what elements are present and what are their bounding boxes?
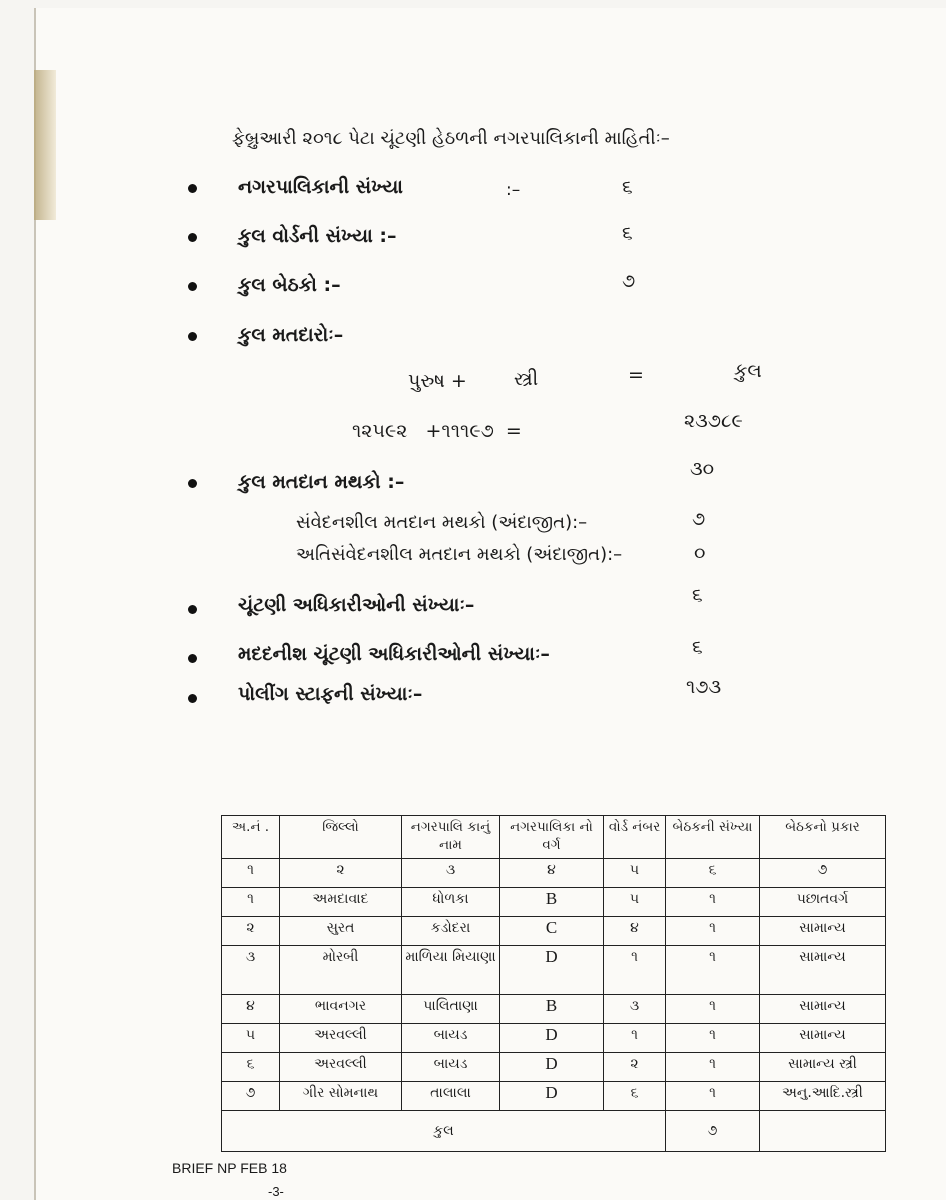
table-cell: ૩ [222,946,280,995]
bullet-icon [188,654,197,663]
table-cell: સામાન્ય [760,995,886,1024]
bullet-icon [188,479,197,488]
voter-female-label: સ્ત્રી [514,368,539,390]
table-cell: ૬ [222,1053,280,1082]
table-cell: D [500,1082,604,1111]
seat-details-table [221,815,886,1152]
table-cell: ૧ [666,946,760,995]
voter-count-label: કુલ મતદારોઃ– [238,324,344,346]
header-municipality-name: નગરપાલિ કાનું નામ [402,816,500,859]
table-cell: ૫ [222,1024,280,1053]
table-cell: ૧ [666,917,760,946]
bullet-icon [188,233,197,242]
table-row [222,1053,886,1082]
polling-booth-count-label: કુલ મતદાન મથકો :– [238,471,405,493]
table-cell: ૭ [760,859,886,888]
polling-staff-count-label: પોલીંગ સ્ટાફની સંખ્યાઃ– [238,683,423,705]
table-cell: અમદાવાદ [280,888,402,917]
table-cell: ૪ [604,917,666,946]
table-cell: B [500,888,604,917]
table-cell: મોરબી [280,946,402,995]
bullet-icon [188,282,197,291]
seat-count-label: કુલ બેઠકો :– [238,274,341,296]
voter-equals-sign: = [628,364,644,386]
table-row [222,946,886,995]
table-cell: સુરત [280,917,402,946]
table-cell: ૪ [222,995,280,1024]
table-cell: ૧ [666,1082,760,1111]
table-cell: ૧ [666,888,760,917]
table-cell: માળિયા મિયાણા [402,946,500,995]
table-cell: સામાન્ય [760,917,886,946]
header-serial: અ.નં . [222,816,280,859]
voter-male-label: પુરુષ + [408,370,467,392]
table-cell: પછાતવર્ગ [760,888,886,917]
header-district: જિલ્લો [280,816,402,859]
table-row [222,917,886,946]
bullet-icon [188,694,197,703]
hyper-sensitive-booth-value: ૦ [694,542,706,564]
table-cell: બાયડ [402,1024,500,1053]
seat-count-value: ૭ [622,270,636,292]
table-cell: અરવલ્લી [280,1053,402,1082]
table-cell: કડોદરા [402,917,500,946]
table-cell: D [500,946,604,995]
header-ward-number: વોર્ડ નંબર [604,816,666,859]
table-cell: ૧ [604,946,666,995]
table-row [222,888,886,917]
municipality-count-value: ૬ [622,176,633,198]
table-cell: ૧ [222,859,280,888]
table-cell: ૬ [666,859,760,888]
table-cell: ૫ [604,888,666,917]
table-cell: અનુ.આદિ.સ્ત્રી [760,1082,886,1111]
assistant-officer-count-label: મદદનીશ ચૂંટણી અધિકારીઓની સંખ્યાઃ– [238,643,550,665]
header-seat-type: બેઠકનો પ્રકાર [760,816,886,859]
table-cell: ૨ [222,917,280,946]
table-row [222,1024,886,1053]
municipality-count-separator: :– [506,180,521,200]
election-officer-count-label: ચૂંટણી અધિકારીઓની સંખ્યાઃ– [238,594,475,616]
voter-numbers: ૧૨૫૯૨ +૧૧૧૯૭ = [352,420,522,442]
table-cell: ૩ [402,859,500,888]
table-cell: ૨ [604,1053,666,1082]
table-cell: D [500,1024,604,1053]
table-header-row [222,816,886,859]
table-cell: C [500,917,604,946]
ward-count-value: ૬ [622,222,633,244]
page-number: -3- [268,1184,284,1199]
election-officer-count-value: ૬ [692,584,703,606]
page-corner-fold [34,70,56,220]
table-cell: B [500,995,604,1024]
table-cell: સામાન્ય [760,946,886,995]
header-seat-count: બેઠકની સંખ્યા [666,816,760,859]
header-municipality-class: નગરપાલિકા નો વર્ગ [500,816,604,859]
hyper-sensitive-booth-label: અતિસંવેદનશીલ મતદાન મથકો (અંદાજીત):– [296,544,623,565]
table-cell: તાલાલા [402,1082,500,1111]
table-cell: પાલિતાણા [402,995,500,1024]
table-row [222,1082,886,1111]
bullet-icon [188,605,197,614]
table-cell: ૫ [604,859,666,888]
sensitive-booth-label: સંવેદનશીલ મતદાન મથકો (અંદાજીત):– [296,512,588,533]
assistant-officer-count-value: ૬ [692,636,703,658]
table-total-row [222,1111,886,1152]
table-cell: બાયડ [402,1053,500,1082]
table-cell: ૪ [500,859,604,888]
table-cell: ૨ [280,859,402,888]
table-cell: ૧ [666,1053,760,1082]
table-cell: ધોળકા [402,888,500,917]
table-cell: સામાન્ય [760,1024,886,1053]
voter-total-label: કુલ [734,360,762,382]
document-code: BRIEF NP FEB 18 [172,1160,287,1176]
bullet-icon [188,332,197,341]
total-label: કુલ [222,1111,666,1152]
total-value: ૭ [666,1111,760,1152]
table-cell [760,1111,886,1152]
sensitive-booth-value: ૭ [692,508,706,530]
table-cell: અરવલ્લી [280,1024,402,1053]
municipality-count-label: નગરપાલિકાની સંખ્યા [238,176,403,198]
table-cell: ૧ [666,995,760,1024]
table-cell: D [500,1053,604,1082]
table-cell: ૬ [604,1082,666,1111]
table-cell: ૩ [604,995,666,1024]
table-row [222,995,886,1024]
polling-booth-count-value: ૩૦ [690,458,715,480]
table-index-row [222,859,886,888]
table-cell: ૧ [666,1024,760,1053]
voter-total-value: ૨૩૭૮૯ [684,410,743,432]
table-cell: ભાવનગર [280,995,402,1024]
table-cell: ૧ [222,888,280,917]
table-cell: સામાન્ય સ્ત્રી [760,1053,886,1082]
table-cell: ગીર સોમનાથ [280,1082,402,1111]
bullet-icon [188,184,197,193]
polling-staff-count-value: ૧૭૩ [686,676,722,698]
ward-count-label: કુલ વોર્ડની સંખ્યા :– [238,225,397,247]
table-cell: ૭ [222,1082,280,1111]
table-cell: ૧ [604,1024,666,1053]
page-heading: ફેબ્રુઆરી ૨૦૧૮ પેટા ચૂંટણી હેઠળની નગરપાલિકાની માહિતીઃ– [232,128,670,149]
